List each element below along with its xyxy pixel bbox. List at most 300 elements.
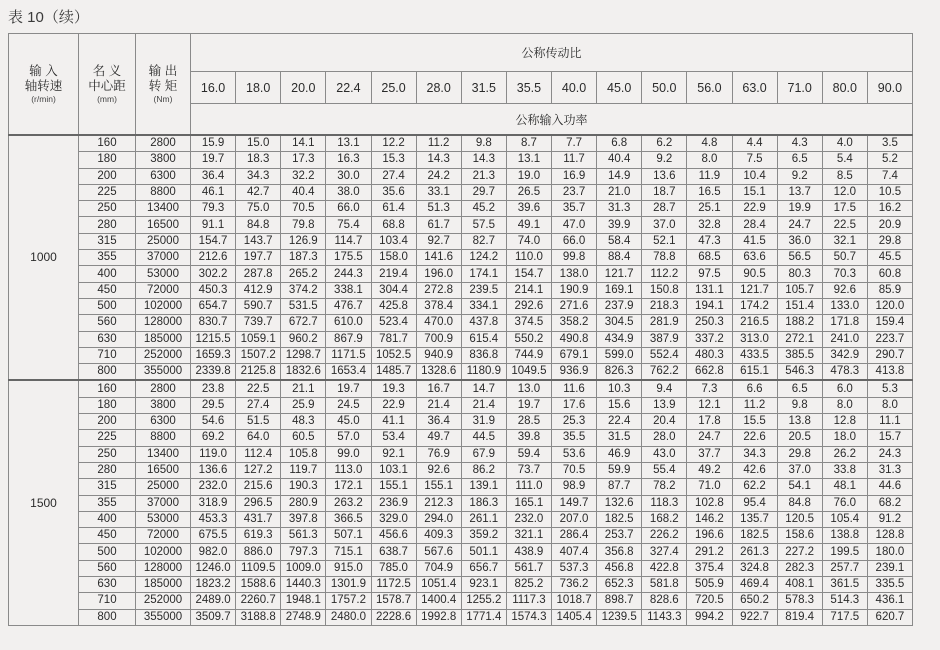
power-cell: 1757.2 [326,593,371,609]
power-cell: 54.6 [191,414,236,430]
power-cell: 296.5 [236,495,281,511]
power-cell: 304.4 [371,282,416,298]
power-cell: 610.0 [326,315,371,331]
power-cell: 212.3 [416,495,461,511]
power-cell: 25.1 [687,201,732,217]
power-cell: 49.1 [506,217,551,233]
torque-cell: 6300 [136,168,191,184]
torque-cell: 25000 [136,479,191,495]
power-cell: 53.4 [371,430,416,446]
power-cell: 4.0 [822,135,867,152]
power-cell: 16.5 [687,184,732,200]
power-cell: 196.0 [416,266,461,282]
power-cell: 119.7 [281,462,326,478]
power-cell: 59.9 [597,462,642,478]
power-cell: 31.3 [867,462,912,478]
power-cell: 32.8 [687,217,732,233]
power-cell: 20.9 [867,217,912,233]
power-cell: 19.7 [506,397,551,413]
power-cell: 6.5 [777,380,822,397]
power-cell: 6.5 [777,152,822,168]
center-distance-cell: 280 [79,462,136,478]
power-cell: 182.5 [732,528,777,544]
table-row [9,544,913,560]
power-cell: 704.9 [416,560,461,576]
power-cell: 13.9 [642,397,687,413]
power-cell: 1823.2 [191,577,236,593]
power-cell: 12.0 [822,184,867,200]
power-cell: 19.9 [777,201,822,217]
power-cell: 31.3 [597,201,642,217]
table-header [9,34,913,136]
power-cell: 6.6 [732,380,777,397]
power-cell: 4.8 [687,135,732,152]
power-cell: 68.2 [867,495,912,511]
center-distance-cell: 560 [79,315,136,331]
power-cell: 11.1 [867,414,912,430]
center-distance-cell: 355 [79,250,136,266]
power-cell: 21.4 [461,397,506,413]
power-cell: 35.5 [552,430,597,446]
ratio-cell: 50.0 [642,72,687,104]
power-cell: 537.3 [552,560,597,576]
power-cell: 10.4 [732,168,777,184]
header-input-speed [9,34,79,136]
header-input-speed-line2: 轴转速 [24,78,63,93]
torque-cell: 2800 [136,135,191,152]
power-cell: 132.6 [597,495,642,511]
center-distance-cell: 560 [79,560,136,576]
power-cell: 159.4 [867,315,912,331]
power-cell: 3509.7 [191,609,236,625]
power-cell: 375.4 [687,560,732,576]
power-cell: 620.7 [867,609,912,625]
power-cell: 9.2 [642,152,687,168]
power-cell: 356.8 [597,544,642,560]
power-cell: 120.5 [777,511,822,527]
power-cell: 1109.5 [236,560,281,576]
power-cell: 886.0 [236,544,281,560]
power-cell: 29.5 [191,397,236,413]
power-cell: 26.5 [506,184,551,200]
power-cell: 470.0 [416,315,461,331]
power-cell: 257.7 [822,560,867,576]
power-cell: 8.0 [867,397,912,413]
power-cell: 282.3 [777,560,822,576]
ratio-cell: 71.0 [777,72,822,104]
power-cell: 413.8 [867,364,912,381]
power-cell: 92.6 [822,282,867,298]
power-cell: 99.0 [326,446,371,462]
power-cell: 76.0 [822,495,867,511]
power-cell: 75.0 [236,201,281,217]
power-cell: 478.3 [822,364,867,381]
power-cell: 453.3 [191,511,236,527]
power-cell: 12.1 [687,397,732,413]
power-cell: 57.0 [326,430,371,446]
power-cell: 46.9 [597,446,642,462]
power-cell: 70.5 [281,201,326,217]
power-cell: 111.0 [506,479,551,495]
center-distance-cell: 500 [79,298,136,314]
power-cell: 11.6 [552,380,597,397]
power-cell: 431.7 [236,511,281,527]
power-cell: 41.1 [371,414,416,430]
power-cell: 1180.9 [461,364,506,381]
ratio-cell: 56.0 [687,72,732,104]
ratio-cell: 22.4 [326,72,371,104]
power-cell: 291.2 [687,544,732,560]
power-cell: 76.9 [416,446,461,462]
torque-cell: 3800 [136,397,191,413]
power-cell: 1832.6 [281,364,326,381]
power-cell: 13.1 [506,152,551,168]
power-cell: 826.3 [597,364,642,381]
power-cell: 11.2 [416,135,461,152]
power-cell: 561.3 [281,528,326,544]
power-cell: 338.1 [326,282,371,298]
table-row [9,168,913,184]
power-cell: 172.1 [326,479,371,495]
power-cell: 75.4 [326,217,371,233]
power-cell: 11.7 [552,152,597,168]
power-cell: 61.7 [416,217,461,233]
torque-cell: 355000 [136,364,191,381]
power-cell: 215.6 [236,479,281,495]
power-cell: 922.7 [732,609,777,625]
power-cell: 744.9 [506,347,551,363]
power-cell: 232.0 [191,479,236,495]
power-cell: 22.9 [371,397,416,413]
power-cell: 212.6 [191,250,236,266]
power-cell: 40.4 [597,152,642,168]
power-cell: 21.4 [416,397,461,413]
power-cell: 422.8 [642,560,687,576]
power-cell: 531.5 [281,298,326,314]
power-cell: 7.3 [687,380,732,397]
power-cell: 14.3 [461,152,506,168]
power-cell: 92.7 [416,233,461,249]
table-row [9,528,913,544]
power-cell: 57.5 [461,217,506,233]
center-distance-cell: 400 [79,511,136,527]
torque-cell: 185000 [136,577,191,593]
power-cell: 1653.4 [326,364,371,381]
power-cell: 578.3 [777,593,822,609]
torque-cell: 102000 [136,544,191,560]
power-cell: 149.7 [552,495,597,511]
power-cell: 8.7 [506,135,551,152]
power-cell: 8.5 [822,168,867,184]
power-cell: 638.7 [371,544,416,560]
table-row [9,331,913,347]
power-cell: 10.3 [597,380,642,397]
center-distance-cell: 710 [79,593,136,609]
power-cell: 1172.5 [371,577,416,593]
power-cell: 14.9 [597,168,642,184]
power-cell: 456.8 [597,560,642,576]
power-cell: 61.4 [371,201,416,217]
power-cell: 281.9 [642,315,687,331]
power-cell: 28.7 [642,201,687,217]
power-cell: 28.0 [642,430,687,446]
torque-cell: 37000 [136,495,191,511]
power-cell: 15.5 [732,414,777,430]
power-cell: 18.7 [642,184,687,200]
power-cell: 45.2 [461,201,506,217]
power-cell: 374.2 [281,282,326,298]
power-cell: 261.1 [461,511,506,527]
power-cell: 79.8 [281,217,326,233]
power-cell: 85.9 [867,282,912,298]
power-cell: 700.9 [416,331,461,347]
torque-cell: 252000 [136,347,191,363]
power-cell: 112.4 [236,446,281,462]
power-cell: 11.2 [732,397,777,413]
power-cell: 337.2 [687,331,732,347]
power-cell: 675.5 [191,528,236,544]
center-distance-cell: 250 [79,201,136,217]
power-cell: 73.7 [506,462,551,478]
table-row [9,380,913,397]
power-cell: 23.7 [552,184,597,200]
table-row [9,135,913,152]
power-cell: 546.3 [777,364,822,381]
power-cell: 40.4 [281,184,326,200]
power-cell: 239.1 [867,560,912,576]
power-cell: 105.8 [281,446,326,462]
power-cell: 8.0 [687,152,732,168]
power-cell: 715.1 [326,544,371,560]
power-cell: 63.6 [732,250,777,266]
power-cell: 155.1 [416,479,461,495]
table-caption: 表 10（续） [8,9,89,26]
power-cell: 329.0 [371,511,416,527]
power-cell: 10.5 [867,184,912,200]
power-cell: 102.8 [687,495,732,511]
power-cell: 22.9 [732,201,777,217]
power-cell: 287.8 [236,266,281,282]
power-cell: 409.3 [416,528,461,544]
power-cell: 6.0 [822,380,867,397]
power-cell: 797.3 [281,544,326,560]
power-cell: 124.2 [461,250,506,266]
power-cell: 7.4 [867,168,912,184]
center-distance-cell: 630 [79,331,136,347]
power-cell: 250.3 [687,315,732,331]
power-cell: 105.4 [822,511,867,527]
power-cell: 28.5 [506,414,551,430]
power-cell: 88.4 [597,250,642,266]
power-cell: 15.0 [236,135,281,152]
table-row [9,315,913,331]
power-cell: 1298.7 [281,347,326,363]
power-cell: 265.2 [281,266,326,282]
power-cell: 324.8 [732,560,777,576]
center-distance-cell: 630 [79,577,136,593]
power-cell: 662.8 [687,364,732,381]
power-cell: 915.0 [326,560,371,576]
power-cell: 37.0 [642,217,687,233]
power-cell: 43.0 [642,446,687,462]
power-cell: 113.0 [326,462,371,478]
power-cell: 21.1 [281,380,326,397]
table-row [9,414,913,430]
power-cell: 194.1 [687,298,732,314]
power-cell: 501.1 [461,544,506,560]
power-cell: 650.2 [732,593,777,609]
power-cell: 2260.7 [236,593,281,609]
torque-cell: 72000 [136,528,191,544]
power-cell: 25.3 [552,414,597,430]
power-cell: 64.0 [236,430,281,446]
center-distance-cell: 160 [79,380,136,397]
power-cell: 29.8 [867,233,912,249]
power-cell: 214.1 [506,282,551,298]
power-cell: 261.3 [732,544,777,560]
power-cell: 105.7 [777,282,822,298]
power-cell: 41.5 [732,233,777,249]
power-cell: 654.7 [191,298,236,314]
power-cell: 434.9 [597,331,642,347]
power-cell: 18.0 [822,430,867,446]
power-cell: 4.4 [732,135,777,152]
header-center-distance-line1: 名 义 [92,63,122,78]
power-cell: 98.9 [552,479,597,495]
power-cell: 47.0 [552,217,597,233]
power-cell: 169.1 [597,282,642,298]
power-cell: 828.6 [642,593,687,609]
power-cell: 53.6 [552,446,597,462]
power-cell: 175.5 [326,250,371,266]
table-row [9,282,913,298]
power-cell: 590.7 [236,298,281,314]
table-row [9,577,913,593]
power-cell: 505.9 [687,577,732,593]
power-cell: 180.0 [867,544,912,560]
center-distance-cell: 400 [79,266,136,282]
table-row [9,250,913,266]
power-cell: 47.3 [687,233,732,249]
power-cell: 318.9 [191,495,236,511]
power-cell: 615.1 [732,364,777,381]
input-speed-cell: 1000 [9,135,79,380]
power-cell: 131.1 [687,282,732,298]
power-cell: 480.3 [687,347,732,363]
power-cell: 37.7 [687,446,732,462]
power-cell: 151.4 [777,298,822,314]
power-cell: 819.4 [777,609,822,625]
power-cell: 128.8 [867,528,912,544]
power-cell: 652.3 [597,577,642,593]
power-cell: 143.7 [236,233,281,249]
torque-cell: 13400 [136,201,191,217]
power-cell: 21.0 [597,184,642,200]
power-cell: 581.8 [642,577,687,593]
power-cell: 412.9 [236,282,281,298]
power-cell: 550.2 [506,331,551,347]
power-cell: 48.3 [281,414,326,430]
power-cell: 1574.3 [506,609,551,625]
power-cell: 135.7 [732,511,777,527]
power-cell: 940.9 [416,347,461,363]
power-cell: 359.2 [461,528,506,544]
torque-cell: 8800 [136,184,191,200]
power-cell: 36.4 [416,414,461,430]
power-cell: 1507.2 [236,347,281,363]
power-cell: 12.2 [371,135,416,152]
power-cell: 14.7 [461,380,506,397]
table-row [9,609,913,625]
table-row [9,446,913,462]
center-distance-cell: 315 [79,479,136,495]
power-cell: 923.1 [461,577,506,593]
power-cell: 1659.3 [191,347,236,363]
power-cell: 59.4 [506,446,551,462]
power-cell: 16.2 [867,201,912,217]
power-cell: 19.7 [326,380,371,397]
power-cell: 334.1 [461,298,506,314]
power-cell: 523.4 [371,315,416,331]
power-cell: 27.4 [371,168,416,184]
power-cell: 45.0 [326,414,371,430]
power-cell: 52.1 [642,233,687,249]
power-cell: 51.5 [236,414,281,430]
power-cell: 263.2 [326,495,371,511]
power-cell: 216.5 [732,315,777,331]
power-cell: 174.2 [732,298,777,314]
power-cell: 39.8 [506,430,551,446]
power-cell: 5.4 [822,152,867,168]
power-cell: 32.1 [822,233,867,249]
center-distance-cell: 710 [79,347,136,363]
power-cell: 66.0 [326,201,371,217]
power-cell: 44.5 [461,430,506,446]
power-cell: 272.8 [416,282,461,298]
power-cell: 84.8 [777,495,822,511]
power-cell: 48.1 [822,479,867,495]
power-cell: 103.4 [371,233,416,249]
ratio-cell: 63.0 [732,72,777,104]
power-cell: 218.3 [642,298,687,314]
power-cell: 15.7 [867,430,912,446]
power-cell: 1440.3 [281,577,326,593]
power-cell: 22.5 [822,217,867,233]
power-cell: 5.2 [867,152,912,168]
header-input-speed-unit: (r/min) [31,93,56,104]
torque-cell: 2800 [136,380,191,397]
power-cell: 11.9 [687,168,732,184]
power-cell: 244.3 [326,266,371,282]
power-cell: 436.1 [867,593,912,609]
power-cell: 567.6 [416,544,461,560]
table-row [9,462,913,478]
power-cell: 136.6 [191,462,236,478]
table-row [9,347,913,363]
power-cell: 236.9 [371,495,416,511]
power-cell: 42.6 [732,462,777,478]
power-cell: 5.3 [867,380,912,397]
power-cell: 1171.5 [326,347,371,363]
power-cell: 2125.8 [236,364,281,381]
power-cell: 7.7 [552,135,597,152]
power-cell: 28.4 [732,217,777,233]
power-cell: 22.4 [597,414,642,430]
power-cell: 168.2 [642,511,687,527]
power-cell: 6.2 [642,135,687,152]
power-cell: 1405.4 [552,609,597,625]
power-cell: 9.8 [461,135,506,152]
